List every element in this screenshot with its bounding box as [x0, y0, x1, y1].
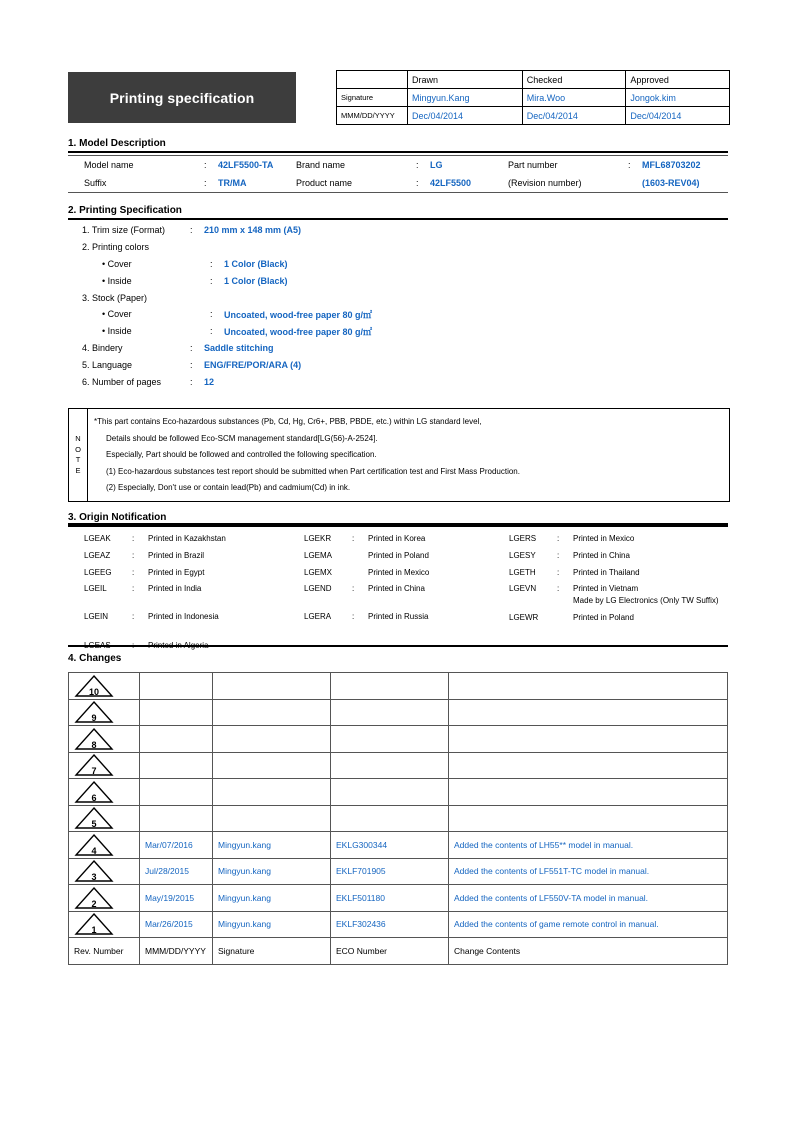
- cell-eco-number: EKLG300344: [331, 832, 449, 859]
- note-letter-t: T: [75, 455, 81, 464]
- date-approved: Dec/04/2014: [626, 107, 730, 125]
- model-description-row-2: [68, 174, 728, 192]
- note-box: [68, 408, 730, 502]
- table-row: [69, 673, 728, 700]
- spec-value: ENG/FRE/POR/ARA (4): [204, 359, 302, 370]
- spec-value: 1 Color (Black): [224, 275, 288, 286]
- origin-code: LGEIN: [84, 612, 109, 621]
- revision-triangle-icon: [74, 727, 134, 751]
- origin-country: Printed in India: [148, 584, 202, 593]
- spec-colon: :: [190, 359, 193, 370]
- cell-signature: [213, 726, 331, 753]
- cell-signature: [213, 673, 331, 700]
- field-part-number: [492, 160, 728, 170]
- origin-colon: [352, 547, 368, 564]
- spec-item-colors-cover: [68, 256, 728, 273]
- revision-triangle-icon: [74, 912, 134, 936]
- origin-colon: :: [557, 568, 560, 577]
- signature-column-approved: Approved: [626, 71, 730, 89]
- section-model-description-header: [68, 138, 728, 153]
- field-colon: :: [204, 178, 207, 188]
- origin-code: LGEMX: [304, 568, 333, 577]
- page-title: Printing specification: [109, 89, 255, 106]
- spec-item-stock-paper: [68, 289, 728, 306]
- table-row: [69, 858, 728, 885]
- cell-change-contents: Added the contents of game remote control in manual.: [449, 911, 728, 938]
- table-row: [69, 779, 728, 806]
- origin-country: Printed in Thailand: [573, 568, 640, 577]
- note-letter-n: N: [75, 434, 81, 443]
- section-title-model-description: 1. Model Description: [68, 138, 166, 149]
- svg-text:7: 7: [91, 766, 97, 777]
- origin-code: LGEAZ: [84, 551, 111, 560]
- origin-country: Printed in Algeria: [148, 641, 209, 650]
- origin-country: Printed in Poland: [573, 613, 634, 622]
- signature-column-drawn: Drawn: [408, 71, 523, 89]
- origin-entry: [84, 609, 304, 637]
- origin-column-3: [509, 530, 728, 654]
- origin-code: LGEND: [304, 584, 332, 593]
- spec-item-number-of-pages: [68, 373, 728, 390]
- field-colon: :: [204, 160, 207, 170]
- field-value: TR/MA: [218, 178, 247, 188]
- cell-change-contents: Added the contents of LF550V-TA model in manual.: [449, 885, 728, 912]
- spec-item-colors-inside: [68, 272, 728, 289]
- table-row: [69, 699, 728, 726]
- origin-country-multiline: [573, 583, 728, 607]
- origin-entry: [509, 547, 728, 564]
- field-value: 42LF5500-TA: [218, 160, 274, 170]
- origin-colon: :: [132, 568, 135, 577]
- changes-table-wrapper: [68, 672, 728, 965]
- cell-signature: [213, 805, 331, 832]
- cell-change-contents: [449, 673, 728, 700]
- spec-colon: :: [190, 225, 193, 236]
- origin-code: LGEAS: [84, 641, 111, 650]
- changes-table: [68, 672, 728, 965]
- signature-name-row: [337, 89, 730, 107]
- section-title-changes: 4. Changes: [68, 653, 122, 664]
- origin-country: Printed in China: [573, 551, 630, 560]
- footer-label-revision: Rev. Number: [69, 938, 140, 965]
- cell-signature: Mingyun.kang: [213, 885, 331, 912]
- field-label: (Revision number): [508, 178, 582, 188]
- origin-country: Printed in Poland: [368, 551, 429, 560]
- spec-value: Uncoated, wood-free paper 80 g/㎡: [224, 309, 373, 320]
- origin-country: Printed in Kazakhstan: [148, 534, 226, 543]
- field-brand-name: [280, 160, 492, 170]
- origin-country: Printed in Korea: [368, 534, 426, 543]
- svg-text:8: 8: [91, 739, 97, 750]
- cell-eco-number: [331, 699, 449, 726]
- cell-revision: [69, 911, 140, 938]
- cell-date: [140, 699, 213, 726]
- origin-colon: [352, 564, 368, 581]
- signature-approval-table: [336, 70, 730, 125]
- origin-entry: [304, 530, 509, 547]
- origin-country-note: Made by LG Electronics (Only TW Suffix): [573, 596, 719, 605]
- origin-entry: [509, 564, 728, 581]
- spec-item-language: [68, 356, 728, 373]
- svg-text:6: 6: [91, 792, 97, 803]
- origin-country: Printed in Mexico: [573, 534, 635, 543]
- note-letter-e: E: [75, 465, 81, 475]
- cell-revision: [69, 726, 140, 753]
- date-row-label: MMM/DD/YYYY: [337, 107, 408, 125]
- signature-checked-name: Mira.Woo: [522, 89, 626, 107]
- origin-code: LGERA: [304, 612, 332, 621]
- field-label: Model name: [84, 160, 134, 170]
- spec-value: 210 mm x 148 mm (A5): [204, 225, 302, 236]
- spec-colon: :: [210, 309, 213, 320]
- spec-label: 2. Printing colors: [82, 242, 150, 253]
- origin-code: LGEEG: [84, 568, 112, 577]
- svg-text:4: 4: [91, 845, 97, 856]
- cell-revision: [69, 699, 140, 726]
- spec-value: Uncoated, wood-free paper 80 g/㎡: [224, 326, 373, 337]
- cell-date: Mar/07/2016: [140, 832, 213, 859]
- origin-country: Printed in Vietnam: [573, 584, 639, 593]
- origin-country: Printed in Mexico: [368, 568, 430, 577]
- origin-colon: :: [132, 534, 135, 543]
- origin-country: Printed in Indonesia: [148, 612, 219, 621]
- signature-column-checked: Checked: [522, 71, 626, 89]
- spec-label: 4. Bindery: [82, 342, 123, 353]
- origin-colon: :: [132, 641, 135, 650]
- field-label: Product name: [296, 178, 353, 188]
- field-label: Suffix: [84, 178, 107, 188]
- origin-entry: [84, 581, 304, 609]
- spec-label: • Cover: [102, 258, 132, 269]
- signature-drawn-name: Mingyun.Kang: [408, 89, 523, 107]
- cell-signature: [213, 752, 331, 779]
- note-line: Details should be followed Eco-SCM management standard[LG(56)-A-2524].: [106, 433, 378, 443]
- signature-date-row: [337, 107, 730, 125]
- spec-item-stock-cover: [68, 306, 728, 323]
- footer-label-signature: Signature: [213, 938, 331, 965]
- cell-revision: [69, 779, 140, 806]
- svg-text:3: 3: [91, 872, 97, 883]
- cell-eco-number: [331, 805, 449, 832]
- field-colon: :: [416, 178, 419, 188]
- origin-country: Printed in Brazil: [148, 551, 205, 560]
- signature-corner-cell: [337, 71, 408, 89]
- field-value: LG: [430, 160, 443, 170]
- cell-change-contents: Added the contents of LH55** model in manual.: [449, 832, 728, 859]
- spec-item-printing-colors: [68, 239, 728, 256]
- spec-item-stock-inside: [68, 323, 728, 340]
- origin-entry-vietnam: [509, 581, 728, 609]
- origin-entry: [84, 530, 304, 547]
- origin-colon: :: [352, 534, 355, 543]
- revision-triangle-icon: [74, 833, 134, 857]
- origin-colon: :: [557, 534, 560, 543]
- revision-triangle-icon: [74, 780, 134, 804]
- spec-colon: :: [210, 326, 213, 337]
- cell-change-contents: [449, 699, 728, 726]
- revision-triangle-icon: [74, 700, 134, 724]
- footer-label-date: MMM/DD/YYYY: [140, 938, 213, 965]
- origin-entry: [304, 581, 509, 609]
- note-letter-o: O: [75, 444, 81, 454]
- field-product-name: [280, 178, 492, 188]
- cell-eco-number: [331, 779, 449, 806]
- origin-colon: :: [132, 551, 135, 560]
- origin-colon: :: [352, 612, 355, 621]
- origin-country: Printed in Russia: [368, 612, 429, 621]
- origin-grid: [68, 525, 728, 654]
- cell-revision: [69, 885, 140, 912]
- table-row: [69, 805, 728, 832]
- section-title-origin-notification: 3. Origin Notification: [68, 512, 167, 523]
- svg-text:5: 5: [91, 819, 97, 830]
- spec-item-trim-size: [68, 222, 728, 239]
- origin-code: LGEKR: [304, 534, 332, 543]
- cell-date: [140, 805, 213, 832]
- origin-entry: [304, 547, 509, 564]
- signature-row-label: Signature: [337, 89, 408, 107]
- section-changes-header: [68, 653, 728, 666]
- spec-value: 12: [204, 376, 215, 387]
- spec-value: 1 Color (Black): [224, 258, 288, 269]
- cell-change-contents: [449, 805, 728, 832]
- svg-text:1: 1: [91, 925, 97, 936]
- note-line: (1) Eco-hazardous substances test report should be submitted when Part certification test and First Mass Production.: [106, 466, 520, 476]
- origin-code: LGEMA: [304, 551, 333, 560]
- table-footer-row: [69, 938, 728, 965]
- cell-change-contents: [449, 752, 728, 779]
- footer-label-contents: Change Contents: [449, 938, 728, 965]
- origin-colon: :: [132, 612, 135, 621]
- cell-change-contents: [449, 726, 728, 753]
- cell-revision: [69, 673, 140, 700]
- cell-eco-number: EKLF701905: [331, 858, 449, 885]
- origin-entry: [304, 609, 509, 637]
- origin-entry: [84, 547, 304, 564]
- spec-label: 6. Number of pages: [82, 376, 162, 387]
- field-label: Brand name: [296, 160, 346, 170]
- field-label: Part number: [508, 160, 558, 170]
- revision-triangle-icon: [74, 806, 134, 830]
- cell-revision: [69, 752, 140, 779]
- svg-text:9: 9: [91, 713, 97, 724]
- model-description-row-1: [68, 156, 728, 174]
- origin-colon: :: [557, 551, 560, 560]
- origin-colon: :: [557, 584, 560, 593]
- note-content: [88, 409, 729, 501]
- origin-country: Printed in China: [368, 584, 425, 593]
- printing-specification-list: [68, 222, 728, 390]
- revision-triangle-icon: [74, 886, 134, 910]
- spec-label: 5. Language: [82, 359, 133, 370]
- origin-code: LGERS: [509, 534, 537, 543]
- section-title-printing-specification: 2. Printing Specification: [68, 205, 182, 216]
- origin-column-2: [304, 530, 509, 654]
- signature-approved-name: Jongok.kim: [626, 89, 730, 107]
- cell-change-contents: Added the contents of LF551T-TC model in manual.: [449, 858, 728, 885]
- table-row: [69, 832, 728, 859]
- signature-header-row: [337, 71, 730, 89]
- origin-colon: :: [132, 584, 135, 593]
- cell-signature: Mingyun.kang: [213, 832, 331, 859]
- origin-colon: [557, 609, 573, 626]
- origin-notification-box: [68, 523, 728, 650]
- origin-entry: [84, 637, 304, 654]
- field-colon: :: [628, 160, 631, 170]
- cell-revision: [69, 832, 140, 859]
- origin-column-1: [68, 530, 304, 654]
- cell-signature: [213, 779, 331, 806]
- cell-signature: [213, 699, 331, 726]
- origin-entry: [509, 530, 728, 547]
- origin-code: LGEVN: [509, 584, 537, 593]
- field-revision-number: [492, 178, 728, 188]
- cell-eco-number: [331, 673, 449, 700]
- field-value: 42LF5500: [430, 178, 472, 188]
- spec-value: Saddle stitching: [204, 342, 274, 353]
- revision-triangle-icon: [74, 674, 134, 698]
- origin-colon: :: [352, 584, 355, 593]
- cell-eco-number: EKLF302436: [331, 911, 449, 938]
- spec-label: • Inside: [102, 275, 132, 286]
- spec-item-bindery: [68, 340, 728, 357]
- table-row: [69, 885, 728, 912]
- cell-date: [140, 673, 213, 700]
- revision-triangle-icon: [74, 753, 134, 777]
- cell-eco-number: [331, 726, 449, 753]
- spec-colon: :: [190, 376, 193, 387]
- date-checked: Dec/04/2014: [522, 107, 626, 125]
- field-value: MFL68703202: [642, 160, 701, 170]
- cell-date: [140, 726, 213, 753]
- spec-colon: :: [210, 258, 213, 269]
- cell-revision: [69, 805, 140, 832]
- cell-signature: Mingyun.kang: [213, 911, 331, 938]
- origin-entry: [84, 564, 304, 581]
- field-suffix: [68, 178, 280, 188]
- cell-date: Mar/26/2015: [140, 911, 213, 938]
- field-value: (1603-REV04): [642, 178, 700, 188]
- origin-country: Printed in Egypt: [148, 568, 205, 577]
- table-row: [69, 752, 728, 779]
- cell-eco-number: [331, 752, 449, 779]
- origin-code: LGEAK: [84, 534, 111, 543]
- cell-date: [140, 779, 213, 806]
- table-row: [69, 726, 728, 753]
- field-colon: :: [416, 160, 419, 170]
- section-printing-specification-header: [68, 205, 728, 220]
- spec-label: 1. Trim size (Format): [82, 225, 166, 236]
- date-drawn: Dec/04/2014: [408, 107, 523, 125]
- spec-label: • Cover: [102, 309, 132, 320]
- document-title-banner: [68, 72, 296, 123]
- cell-eco-number: EKLF501180: [331, 885, 449, 912]
- cell-date: [140, 752, 213, 779]
- cell-date: Jul/28/2015: [140, 858, 213, 885]
- spec-label: • Inside: [102, 326, 132, 337]
- cell-signature: Mingyun.kang: [213, 858, 331, 885]
- table-row: [69, 911, 728, 938]
- field-model-name: [68, 160, 280, 170]
- spec-colon: :: [190, 342, 193, 353]
- origin-code: LGESY: [509, 551, 536, 560]
- spec-label: 3. Stock (Paper): [82, 292, 148, 303]
- note-label-vertical: [69, 409, 88, 501]
- svg-text:10: 10: [88, 686, 100, 697]
- origin-entry: [304, 564, 509, 581]
- note-line: *This part contains Eco-hazardous substances (Pb, Cd, Hg, Cr6+, PBB, PBDE, etc.) within LG standard level,: [94, 417, 482, 426]
- origin-code: LGETH: [509, 568, 536, 577]
- cell-revision: [69, 858, 140, 885]
- cell-date: May/19/2015: [140, 885, 213, 912]
- spec-colon: :: [210, 275, 213, 286]
- revision-triangle-icon: [74, 859, 134, 883]
- svg-text:2: 2: [91, 898, 97, 909]
- origin-code: LGEIL: [84, 584, 107, 593]
- origin-code: LGEWR: [509, 613, 539, 622]
- cell-change-contents: [449, 779, 728, 806]
- model-description-box: [68, 155, 728, 193]
- origin-entry: [509, 609, 728, 626]
- note-line: (2) Especially, Don't use or contain lead(Pb) and cadmium(Cd) in ink.: [106, 483, 351, 492]
- footer-label-eco: ECO Number: [331, 938, 449, 965]
- note-line: Especially, Part should be followed and controlled the following specification.: [106, 450, 377, 459]
